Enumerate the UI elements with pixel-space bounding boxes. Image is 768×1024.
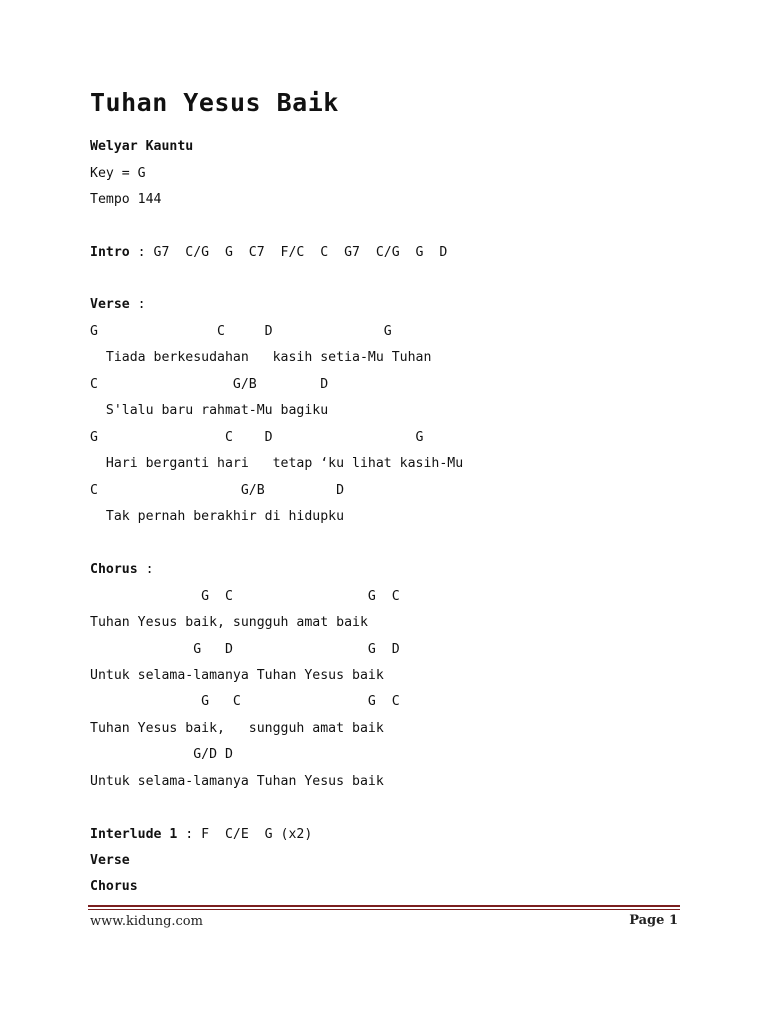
verse-lyric-line: Tak pernah berakhir di hidupku: [90, 509, 345, 524]
chorus-chord-line: G/D D: [90, 747, 233, 762]
outro-chorus-label: Chorus: [90, 879, 138, 894]
verse-chord-line: G C D G: [90, 430, 424, 445]
verse-label: Verse: [90, 297, 130, 312]
chorus-lyric-line: Untuk selama-lamanya Tuhan Yesus baik: [90, 774, 384, 789]
chorus-chord-line: G C G C: [90, 589, 400, 604]
chorus-chord-line: G D G D: [90, 642, 400, 657]
chorus-label: Chorus: [90, 562, 138, 577]
verse-chord-line: C G/B D: [90, 483, 345, 498]
interlude-chords: : F C/E G (x2): [177, 827, 313, 842]
footer-divider-thin: [88, 909, 680, 910]
verse-lyric-line: Hari berganti hari tetap ‘ku lihat kasih-Mu: [90, 456, 464, 471]
verse-lyric-line: S'lalu baru rahmat-Mu bagiku: [90, 403, 329, 418]
song-title: Tuhan Yesus Baik: [90, 88, 339, 117]
song-key: Key = G: [90, 166, 146, 181]
song-tempo: Tempo 144: [90, 192, 162, 207]
verse-heading: [90, 296, 146, 314]
chorus-lyric-line: Tuhan Yesus baik, sungguh amat baik: [90, 615, 368, 630]
chorus-chord-line: G C G C: [90, 694, 400, 709]
chorus-heading: [90, 561, 154, 579]
page-number: Page 1: [629, 913, 678, 928]
footer-website: www.kidung.com: [90, 914, 203, 929]
verse-label-suffix: :: [129, 297, 146, 312]
intro-chords: : G7 C/G G C7 F/C C G7 C/G G D: [129, 245, 448, 260]
interlude-label: Interlude 1: [90, 827, 178, 842]
footer-divider: [88, 905, 680, 907]
verse-chord-line: G C D G: [90, 324, 392, 339]
chorus-lyric-line: Untuk selama-lamanya Tuhan Yesus baik: [90, 668, 384, 683]
intro-label: Intro: [90, 245, 130, 260]
outro-verse-label: Verse: [90, 853, 130, 868]
artist-name: Welyar Kauntu: [90, 139, 194, 154]
interlude-line: [90, 826, 312, 844]
verse-lyric-line: Tiada berkesudahan kasih setia-Mu Tuhan: [90, 350, 432, 365]
verse-chord-line: C G/B D: [90, 377, 329, 392]
chorus-label-suffix: :: [137, 562, 154, 577]
intro-line: [90, 244, 447, 262]
chorus-lyric-line: Tuhan Yesus baik, sungguh amat baik: [90, 721, 384, 736]
